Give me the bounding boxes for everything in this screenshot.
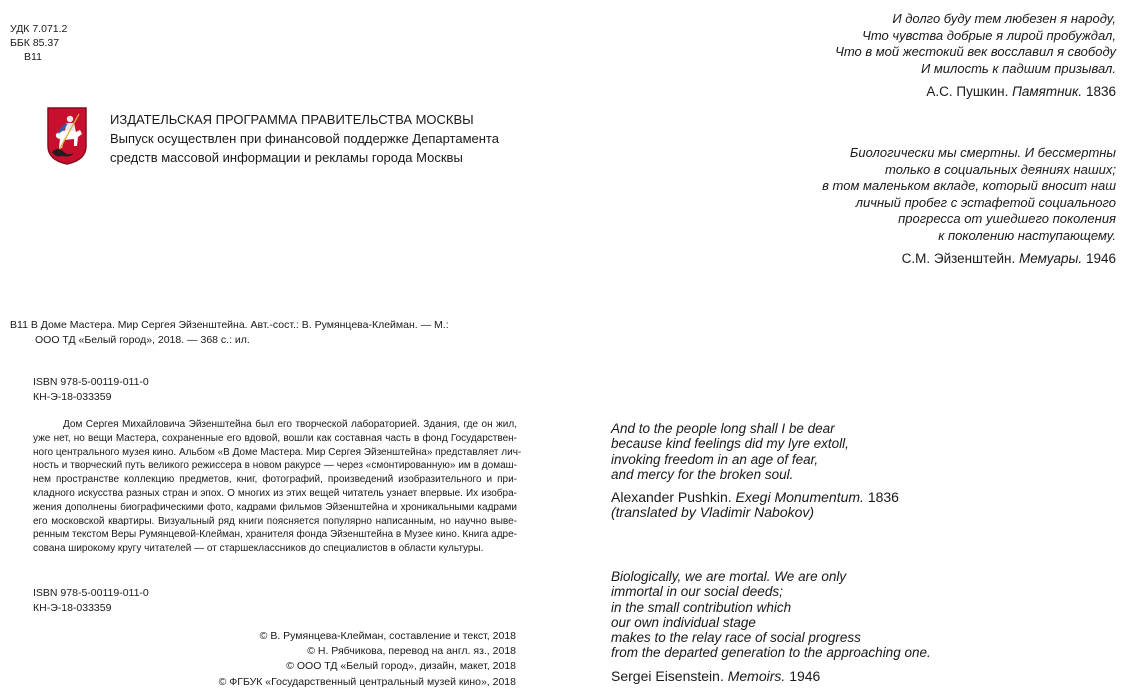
epigraph-line: Что чувства добрые я лирой пробуждал, (862, 27, 1116, 43)
epigraph-line: к поколению наступающему. (938, 227, 1116, 243)
annotation-line: Дом Сергея Михайловича Эйзенштейна был его творческой лабораторией. Здания, где он жил, (63, 419, 517, 430)
epigraph-year: 1946 (789, 667, 821, 684)
epigraph-line: Биологически мы смертны. И бессмертны (849, 145, 1116, 160)
annotation-line: кладного искусства разных стран и эпох. О многих из этих вещей читатель узнает впервые. Их изобра- (33, 487, 517, 499)
annotation-line: ренным текстом Веры Румянцевой-Клейман, хранителя фонда Эйзенштейна в Музее кино. Книга адре- (33, 529, 517, 541)
annotation-line: жения дополнены биографическими фото, кадрами фильмов Эйзенштейна и хроникальными кадрами (33, 501, 517, 513)
author-sign-code: В11 (24, 51, 42, 63)
annotation-line: сована широкому кругу читателей — от старшеклассников до специалистов в области культуры. (33, 543, 484, 555)
isbn: ISBN 978-5-00119-011-0 (33, 376, 149, 388)
annotation-line: ного центрального музея кино. Альбом «В Доме Мастера. Мир Сергея Эйзенштейна» представляет лич- (33, 446, 522, 458)
epigraph-line: И долго буду тем любезен я народу, (892, 11, 1116, 26)
isbn-block-bottom (33, 586, 149, 616)
publisher-department-line: средств массовой информации и рекламы города Москвы (110, 150, 463, 165)
annotation-line: нем пространстве коллекцию предметов, книг, фотографий, произведений изобразительного и при- (33, 474, 517, 486)
epigraph-eisenstein-en (611, 569, 931, 684)
annotation-line: ность и творческий путь великого режиссера в новом ракурсе — через «смонтированную» им в домаш- (33, 460, 517, 472)
annotation-line: его московской квартиры. Визуальный ряд книги поясняется популярно написанным, но научно выве- (33, 515, 517, 527)
epigraph-line: invoking freedom in an age of fear, (611, 451, 819, 467)
epigraph-line: Biologically, we are mortal. We are only (611, 569, 847, 584)
epigraph-pushkin-en (611, 421, 899, 521)
epigraph-author: С.М. Эйзенштейн. (901, 251, 1016, 266)
epigraph-line: in the small contribution which (611, 599, 792, 615)
moscow-coat-of-arms-icon (46, 106, 88, 166)
publisher-text (110, 110, 590, 167)
copyright-line: © В. Румянцева-Клейман, составление и текст, 2018 (259, 630, 516, 642)
annotation-paragraph (33, 418, 522, 556)
epigraph-line: в том маленьком вкладе, который вносит наш (822, 178, 1116, 193)
epigraph-line: только в социальных деяниях наших; (885, 161, 1116, 177)
epigraph-attribution (611, 490, 899, 505)
publisher-program-title: ИЗДАТЕЛЬСКАЯ ПРОГРАММА ПРАВИТЕЛЬСТВА МОСКВЫ (110, 112, 474, 127)
copyright-line: © Н. Рябчикова, перевод на англ. яз., 2018 (307, 645, 516, 658)
epigraph-year: 1836 (1085, 84, 1116, 99)
bibliographic-record (10, 318, 449, 348)
biblio-line-1: В11 В Доме Мастера. Мир Сергея Эйзенштейна. Авт.-сост.: В. Румянцева-Клейман. — М.: (10, 319, 449, 331)
epigraph-author: А.С. Пушкин. (926, 84, 1009, 99)
publisher-support-line: Выпуск осуществлен при финансовой поддержке Департамента (110, 131, 499, 146)
epigraph-pushkin-ru (835, 11, 1116, 101)
epigraph-author: Sergei Eisenstein. (611, 667, 724, 684)
kn-code: КН-Э-18-033359 (33, 391, 112, 403)
epigraph-line: прогресса от ушедшего поколения (898, 211, 1116, 226)
isbn-block-top (33, 375, 149, 405)
kn-code: КН-Э-18-033359 (33, 602, 112, 614)
epigraph-line: and mercy for the broken soul. (611, 466, 794, 482)
isbn: ISBN 978-5-00119-011-0 (33, 587, 149, 599)
copyright-line: © ООО ТД «Белый город», дизайн, макет, 2018 (286, 660, 516, 673)
epigraph-line: our own individual stage (611, 614, 756, 630)
epigraph-translator: (translated by Vladimir Nabokov) (611, 504, 815, 521)
annotation-line: уже нет, но вещи Мастера, сохраненные его вдовой, вошли как составная часть в фонд Государствен- (33, 432, 517, 444)
epigraph-line: makes to the relay race of social progress (611, 630, 861, 646)
copyright-line: © ФГБУК «Государственный центральный музей кино», 2018 (218, 675, 516, 688)
epigraph-line: because kind feelings did my lyre extoll, (611, 436, 849, 452)
biblio-line-2: ООО ТД «Белый город», 2018. — 368 с.: ил. (35, 334, 250, 346)
epigraph-line: личный пробег с эстафетой социального (855, 194, 1116, 210)
epigraph-author: Alexander Pushkin. (611, 489, 732, 506)
epigraph-attribution (822, 251, 1116, 268)
epigraph-line: immortal in our social deeds; (611, 584, 783, 600)
epigraph-eisenstein-ru (822, 145, 1116, 268)
epigraph-work: Memoirs. (727, 667, 786, 684)
epigraph-work: Мемуары. (1019, 251, 1083, 266)
epigraph-work: Exegi Monumentum. (735, 489, 864, 506)
copyright-notices (219, 629, 516, 690)
epigraph-work: Памятник. (1012, 84, 1083, 99)
epigraph-line: Что в мой жестокий век восславил я свободу (835, 44, 1116, 59)
epigraph-line: from the departed generation to the approaching one. (611, 645, 931, 661)
udk-code: УДК 7.071.2 (10, 23, 68, 35)
epigraph-attribution (835, 84, 1116, 101)
epigraph-line: И милость к падшим призывал. (920, 60, 1116, 76)
epigraph-year: 1836 (867, 489, 899, 506)
bbk-code: ББК 85.37 (10, 37, 60, 49)
epigraph-attribution (611, 669, 931, 684)
epigraph-year: 1946 (1085, 251, 1116, 266)
epigraph-line: And to the people long shall I be dear (611, 421, 835, 436)
catalog-codes (10, 22, 67, 64)
